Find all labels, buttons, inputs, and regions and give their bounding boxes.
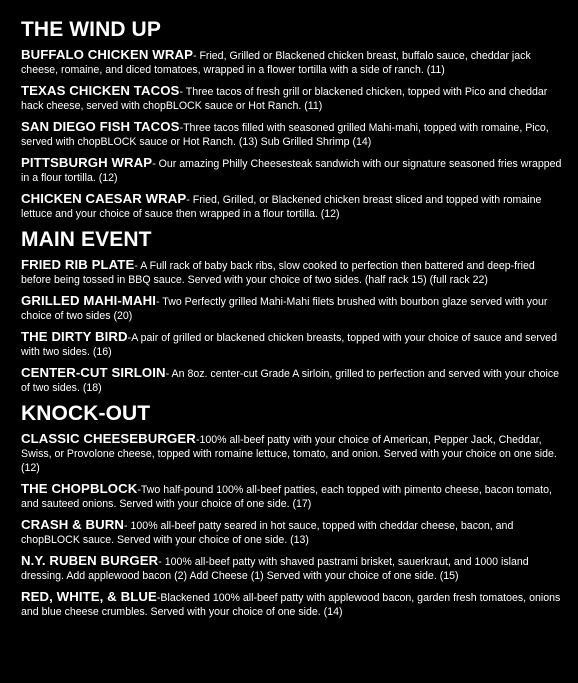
menu-item-the-dirty-bird — [21, 330, 566, 359]
item-name: GRILLED MAHI-MAHI — [21, 293, 157, 308]
item-name: PITTSBURGH WRAP — [21, 155, 153, 170]
item-description: - An 8oz. center-cut Grade A sirloin, grilled to perfection and served with your choice of two sides. (18) — [21, 368, 560, 394]
item-description: -Three tacos filled with seasoned grilled Mahi-mahi, topped with romaine, Pico, served with chopBLOCK sauce or Hot Ranch. (13) Sub Grilled Shrimp (14) — [21, 122, 549, 148]
menu-item-center-cut-sirloin — [21, 366, 566, 395]
item-description: -Blackened 100% all-beef patty with applewood bacon, garden fresh tomatoes, onions and blue cheese crumbles. Served with your choice of one side. (14) — [21, 592, 561, 618]
section-the-wind-up — [21, 18, 566, 221]
menu-item-fried-rib-plate — [21, 258, 566, 287]
item-description: -Two half-pound 100% all-beef patties, each topped with pimento cheese, bacon tomato, and sauteed onions. Served with your choice of one side. (17) — [21, 484, 552, 510]
item-name: CENTER-CUT SIRLOIN — [21, 365, 166, 380]
item-description: - A Full rack of baby back ribs, slow cooked to perfection then battered and deep-fried before being tossed in BBQ sauce. Served with your choice of two sides. (half rack 15) (full rack 22) — [21, 260, 535, 286]
item-name: FRIED RIB PLATE — [21, 257, 135, 272]
item-description: - 100% all-beef patty seared in hot sauce, topped with cheddar cheese, bacon, and chopBLOCK sauce. Served with your choice of one side. (13) — [21, 520, 514, 546]
section-title: KNOCK-OUT — [21, 402, 151, 425]
item-description: -100% all-beef patty with your choice of American, Pepper Jack, Cheddar, Swiss, or Provolone cheese, topped with romaine lettuce, tomato, and onion. Served with your choice on one side. (12) — [21, 434, 557, 474]
item-description: - Two Perfectly grilled Mahi-Mahi filets brushed with bourbon glaze served with your choice of two sides (20) — [21, 296, 548, 322]
menu-item-grilled-mahi-mahi — [21, 294, 566, 323]
item-description: - Fried, Grilled or Blackened chicken breast, buffalo sauce, cheddar jack cheese, romaine, and diced tomatoes, wrapped in a flower tortilla with a side of ranch. (11) — [21, 50, 531, 76]
section-knock-out — [21, 402, 566, 619]
item-description: - Our amazing Philly Cheesesteak sandwich with our signature seasoned fries wrapped in a flour tortilla. (12) — [21, 158, 562, 184]
item-name: THE CHOPBLOCK — [21, 481, 138, 496]
menu-item-chicken-caesar-wrap — [21, 192, 566, 221]
menu-item-ny-ruben-burger — [21, 554, 566, 583]
menu — [21, 18, 566, 626]
menu-item-crash-and-burn — [21, 518, 566, 547]
item-name: RED, WHITE, & BLUE — [21, 589, 157, 604]
menu-item-the-chopblock — [21, 482, 566, 511]
menu-item-classic-cheeseburger — [21, 432, 566, 475]
item-name: CLASSIC CHEESEBURGER — [21, 431, 196, 446]
item-name: CHICKEN CAESAR WRAP — [21, 191, 187, 206]
menu-item-pittsburgh-wrap — [21, 156, 566, 185]
item-name: SAN DIEGO FISH TACOS — [21, 119, 180, 134]
item-name: CRASH & BURN — [21, 517, 125, 532]
section-main-event — [21, 228, 566, 395]
menu-item-buffalo-chicken-wrap — [21, 48, 566, 77]
menu-item-san-diego-fish-tacos — [21, 120, 566, 149]
item-name: N.Y. RUBEN BURGER — [21, 553, 159, 568]
item-description: - Three tacos of fresh grill or blackened chicken, topped with Pico and cheddar hack cheese, served with chopBLOCK sauce or Hot Ranch. (11) — [21, 86, 548, 112]
item-description: - 100% all-beef patty with shaved pastrami brisket, sauerkraut, and 1000 island dressing. Add applewood bacon (2) Add Cheese (1) Served with your choice of one side. (15) — [21, 556, 529, 582]
menu-item-red-white-and-blue — [21, 590, 566, 619]
section-title: MAIN EVENT — [21, 228, 152, 251]
section-title: THE WIND UP — [21, 18, 161, 41]
item-name: TEXAS CHICKEN TACOS — [21, 83, 180, 98]
item-name: BUFFALO CHICKEN WRAP — [21, 47, 193, 62]
item-name: THE DIRTY BIRD — [21, 329, 128, 344]
item-description: - Fried, Grilled, or Blackened chicken breast sliced and topped with romaine lettuce and your choice of sauce then wrapped in a flour tortilla. (12) — [21, 194, 542, 220]
item-description: -A pair of grilled or blackened chicken breasts, topped with your choice of sauce and served with two sides. (16) — [21, 332, 557, 358]
menu-item-texas-chicken-tacos — [21, 84, 566, 113]
